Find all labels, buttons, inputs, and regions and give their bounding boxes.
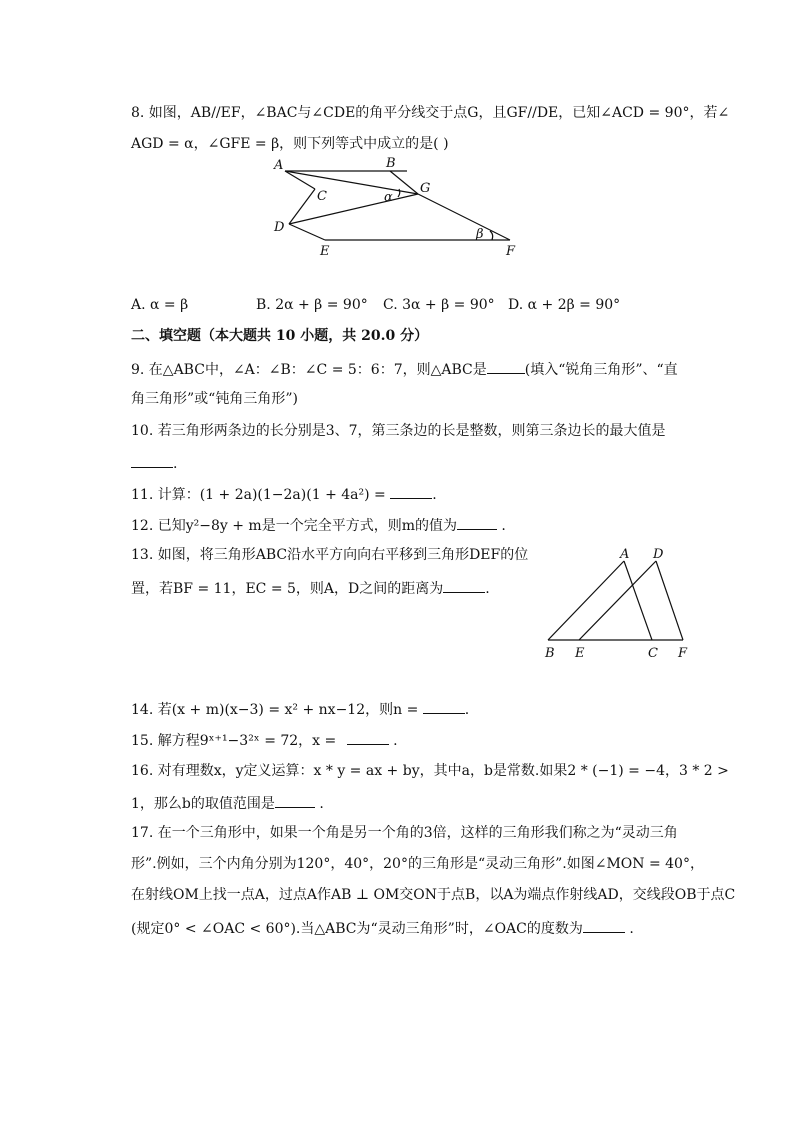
- q10-tail: .: [173, 456, 178, 472]
- q11-text: 11. 计算：(1 + 2a)(1−2a)(1 + 4a²) =: [131, 487, 391, 503]
- q11-tail: .: [432, 487, 437, 503]
- q16-answer-blank: [275, 792, 315, 808]
- q13-label-b: B: [545, 646, 555, 661]
- q14-text: 14. 若(x + m)(x−3) = x² + nx−12，则n =: [131, 702, 423, 718]
- q17-text: (规定0° < ∠OAC < 60°).当△ABC为“灵动三角形”时，∠OAC的度数为: [131, 921, 583, 937]
- q16-line-2: [131, 792, 324, 814]
- q13-text: 置，若BF = 11，EC = 5，则A，D之间的距离为: [131, 581, 444, 597]
- q16-line-1: 16. 对有理数x，y定义运算：x * y = ax + by，其中a，b是常数.如果2 * (−1) = −4，3 * 2 >: [131, 763, 729, 779]
- q8-option-b: B. 2α + β = 90°: [256, 297, 368, 313]
- q13-label-a: A: [620, 547, 630, 562]
- q13-tail: .: [485, 581, 490, 597]
- q11-line: [131, 483, 437, 505]
- q17-line-2: 形”.例如，三个内角分别为120°，40°，20°的三角形是“灵动三角形”.如图∠MON = 40°，: [131, 856, 704, 872]
- q10-line-1: 10. 若三角形两条边的长分别是3、7，第三条边的长是整数，则第三条边长的最大值是: [131, 423, 666, 439]
- q13-label-e: E: [575, 646, 585, 661]
- q8-label-a: A: [274, 158, 284, 173]
- q8-label-e: E: [320, 244, 330, 259]
- q8-line-2: AGD = α，∠GFE = β，则下列等式中成立的是( ): [131, 136, 449, 152]
- q15-tail: .: [388, 733, 398, 749]
- q8-label-d: D: [274, 220, 285, 235]
- q9-answer-blank: [487, 358, 525, 374]
- q12-text: 12. 已知y²−8y + m是一个完全平方式，则m的值为: [131, 518, 457, 534]
- q13-answer-blank: [443, 577, 485, 593]
- q16-tail: .: [314, 796, 324, 812]
- q14-line: [131, 698, 469, 720]
- q13-line-1: 13. 如图，将三角形ABC沿水平方向向右平移到三角形DEF的位: [131, 547, 529, 563]
- q8-option-a: A. α = β: [131, 297, 189, 313]
- q8-option-c: C. 3α + β = 90°: [383, 297, 495, 313]
- q9-text-a: 9. 在△ABC中，∠A：∠B：∠C = 5：6：7，则△ABC是: [131, 362, 487, 378]
- q8-label-c: C: [317, 189, 327, 204]
- q8-label-alpha: α: [384, 190, 393, 205]
- q9-line-2: 角三角形”或“钝角三角形”): [131, 391, 298, 407]
- q13-label-c: C: [648, 646, 658, 661]
- q17-answer-blank: [583, 917, 625, 933]
- q14-tail: .: [464, 702, 470, 718]
- q12-line: [131, 514, 506, 536]
- q12-tail: .: [496, 518, 506, 534]
- q9-text-b: (填入“锐角三角形”、“直: [524, 362, 678, 378]
- q10-answer-blank: [131, 452, 173, 468]
- q17-tail: .: [624, 921, 634, 937]
- q17-line-4: [131, 917, 634, 939]
- q8-label-beta: β: [476, 227, 484, 242]
- q17-line-3: 在射线OM上找一点A，过点A作AB ⊥ OM交ON于点B，以A为端点作射线AD，交线段OB于点C: [131, 887, 736, 903]
- q9-line-1: [131, 358, 678, 380]
- q13-line-2: [131, 577, 490, 599]
- q15-line: [131, 729, 398, 751]
- section-title: 二、填空题（本大题共 10 小题，共 20.0 分）: [131, 328, 429, 344]
- q8-label-f: F: [506, 244, 516, 259]
- q8-option-d: D. α + 2β = 90°: [508, 297, 621, 313]
- q8-line-1: 8. 如图，AB//EF，∠BAC与∠CDE的角平分线交于点G，且GF//DE，已知∠ACD = 90°，若∠: [131, 105, 730, 121]
- q13-label-d: D: [653, 547, 664, 562]
- q15-text: 15. 解方程9ˣ⁺¹−3²ˣ = 72，x =: [131, 733, 341, 749]
- q11-answer-blank: [390, 483, 432, 499]
- q17-line-1: 17. 在一个三角形中，如果一个角是另一个角的3倍，这样的三角形我们称之为“灵动三角: [131, 825, 678, 841]
- q13-label-f: F: [678, 646, 688, 661]
- q14-answer-blank: [423, 698, 465, 714]
- q8-label-g: G: [420, 181, 431, 196]
- q10-line-2: [131, 452, 177, 474]
- q16-text: 1，那么b的取值范围是: [131, 796, 275, 812]
- q8-label-b: B: [386, 156, 396, 171]
- q15-answer-blank: [347, 729, 389, 745]
- q12-answer-blank: [457, 514, 497, 530]
